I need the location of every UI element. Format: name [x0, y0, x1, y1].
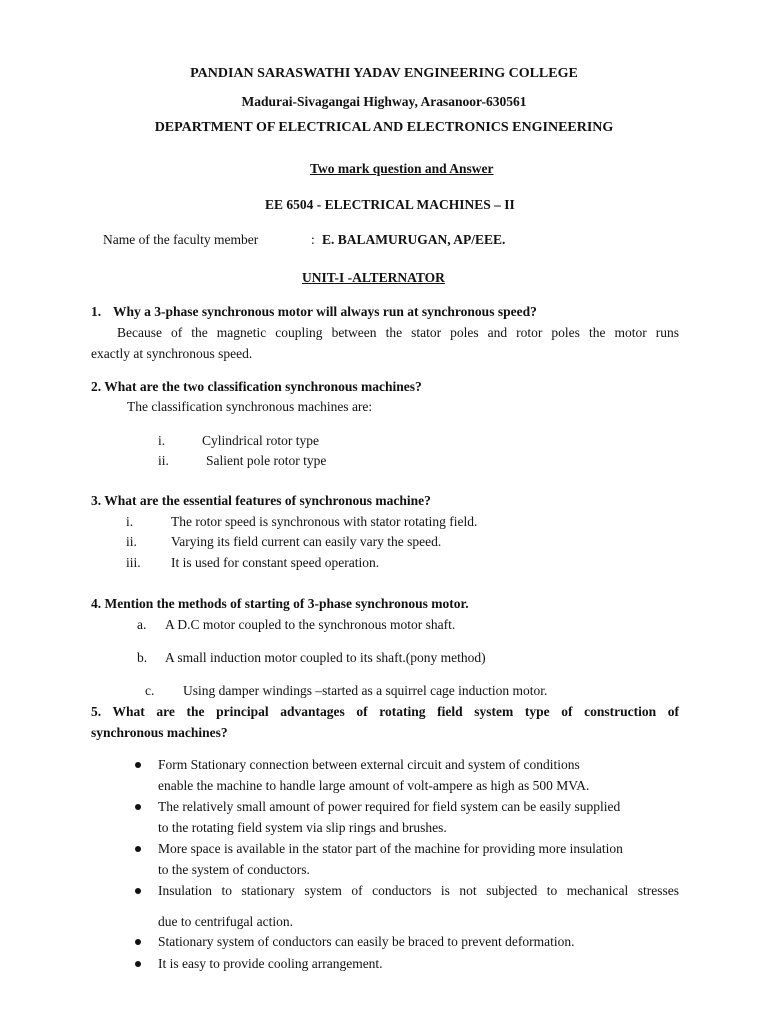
q3-item-2-text: Varying its field current can easily vary the speed.	[171, 534, 442, 549]
q5-bullet-4-line1: Insulation to stationary system of conductors is not subjected to mechanical stresses	[158, 883, 679, 898]
q5-bullet-1-line1: Form Stationary connection between external circuit and system of conditions	[158, 757, 580, 772]
q4-item-a-text: A D.C motor coupled to the synchronous motor shaft.	[165, 617, 456, 632]
faculty-name: E. BALAMURUGAN, AP/EEE.	[322, 232, 506, 247]
q5-question-line1: 5. What are the principal advantages of rotating field system type of construction of	[91, 704, 679, 719]
q1-answer-line1: Because of the magnetic coupling between the stator poles and rotor poles the motor runs	[117, 325, 679, 340]
q5-bullet-5-line1: Stationary system of conductors can easily be braced to prevent deformation.	[158, 934, 575, 949]
q3-item-1-marker: i.	[126, 514, 134, 529]
q2-item-2-text: Salient pole rotor type	[206, 453, 327, 468]
q2-question: 2. What are the two classification synchronous machines?	[91, 379, 422, 394]
course-title: EE 6504 - ELECTRICAL MACHINES – II	[265, 197, 515, 212]
q5-bullet-3-line1: More space is available in the stator part of the machine for providing more insulation	[158, 841, 623, 856]
q3-item-2-marker: ii.	[126, 534, 137, 549]
q4-item-b-marker: b.	[137, 650, 148, 665]
bullet-icon	[135, 762, 141, 768]
q3-item-1-text: The rotor speed is synchronous with stator rotating field.	[171, 514, 478, 529]
q5-bullet-2-line1: The relatively small amount of power required for field system can be easily supplied	[158, 799, 621, 814]
faculty-label: Name of the faculty member	[103, 232, 259, 247]
q4-item-c-text: Using damper windings –started as a squirrel cage induction motor.	[183, 683, 548, 698]
bullet-icon	[135, 939, 141, 945]
q2-item-2-marker: ii.	[158, 453, 169, 468]
q5-bullet-1-line2: enable the machine to handle large amount of volt-ampere as high as 500 MVA.	[158, 778, 590, 793]
q4-question: 4. Mention the methods of starting of 3-phase synchronous motor.	[91, 596, 469, 611]
bullet-icon	[135, 888, 141, 894]
bullet-icon	[135, 961, 141, 967]
bullet-icon	[135, 846, 141, 852]
q5-question-line2: synchronous machines?	[91, 725, 228, 740]
q2-intro: The classification synchronous machines are:	[127, 399, 373, 414]
q4-item-a-marker: a.	[137, 617, 147, 632]
department-name: DEPARTMENT OF ELECTRICAL AND ELECTRONICS ENGINEERING	[154, 120, 614, 135]
q4-item-c-marker: c.	[145, 683, 155, 698]
q5-bullet-3-line2: to the system of conductors.	[158, 862, 310, 877]
q5-bullet-6-line1: It is easy to provide cooling arrangement.	[158, 956, 383, 971]
q5-bullet-4-line2: due to centrifugal action.	[158, 914, 293, 929]
q1-answer-line2: exactly at synchronous speed.	[91, 346, 253, 361]
q2-item-1-marker: i.	[158, 433, 166, 448]
q3-item-3-marker: iii.	[126, 555, 141, 570]
college-address: Madurai-Sivagangai Highway, Arasanoor-630561	[241, 94, 527, 109]
q2-item-1-text: Cylindrical rotor type	[202, 433, 319, 448]
faculty-colon: :	[311, 232, 315, 247]
q3-item-3-text: It is used for constant speed operation.	[171, 555, 380, 570]
q3-question: 3. What are the essential features of synchronous machine?	[91, 493, 431, 508]
bullet-icon	[135, 804, 141, 810]
document-type: Two mark question and Answer	[310, 161, 494, 176]
unit-title: UNIT-I -ALTERNATOR	[302, 270, 445, 285]
q1-number: 1.	[91, 304, 102, 319]
q4-item-b-text: A small induction motor coupled to its shaft.(pony method)	[165, 650, 486, 665]
q1-question: Why a 3-phase synchronous motor will always run at synchronous speed?	[113, 304, 537, 319]
college-name: PANDIAN SARASWATHI YADAV ENGINEERING COLLEGE	[190, 66, 578, 81]
q5-bullet-2-line2: to the rotating field system via slip rings and brushes.	[158, 820, 447, 835]
